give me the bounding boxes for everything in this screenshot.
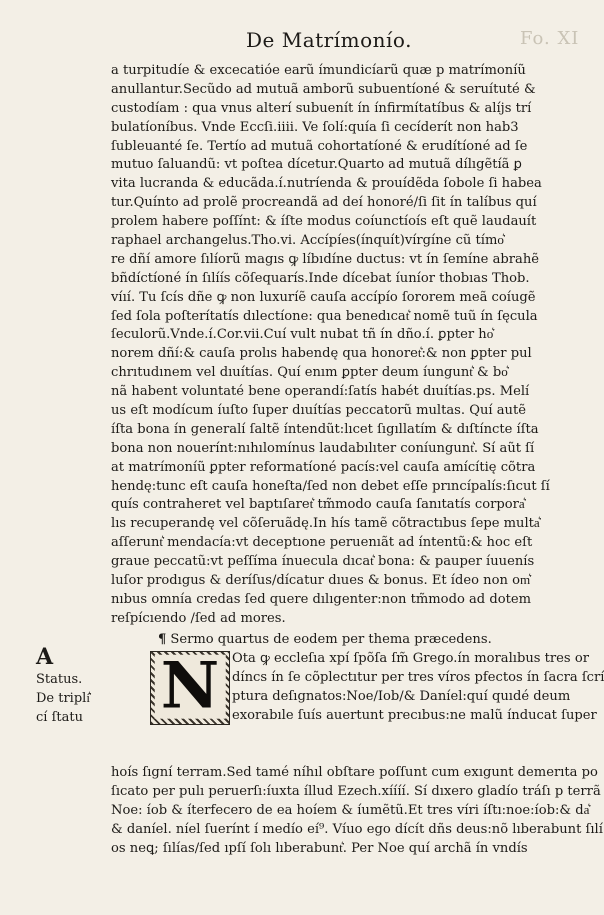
text-line: & daníel. níel ſuerínt í medío eí⁹. Víuo ego dícít dñs deus:nõ lıberabunt ſılí <box>111 821 603 837</box>
sermon-heading <box>158 630 492 649</box>
marginal-letter: A <box>36 644 54 670</box>
text-line: us eſt modícum íuſto ſuper dıuítías peccatorũ multas. Quí autẽ <box>111 403 526 419</box>
text-line: mutuo ſaluandũ: vt poſtea dícetur.Quarto ad mutuã dílıgẽtíã ꝑ <box>111 157 522 173</box>
text-line: os neꝗ; ſılías/ſed ıpſí ſolı lıberabunt͛. Per Noe quí archã ín vndís <box>111 840 528 856</box>
running-head: De Matrímonío. <box>246 28 412 52</box>
text-line: custodíam : qua vnus alterí subuenít ín ínfirmítatíbus & alíjs trí <box>111 100 532 116</box>
initial-letter: N <box>155 655 226 719</box>
text-line: víıí. Tu ſcís dñe ꝙ non luxuríẽ cauſa accípío ſororem meã coíugẽ <box>111 289 536 305</box>
text-line: díncs ín ſe cõplectıtur per tres víros pfectos ín ſacra ſcrí <box>232 669 604 685</box>
text-line: ptura deſıgnatos:Noe/Iob/& Daníel:quí quıdé deum <box>232 688 571 704</box>
text-line: luſor prodıgus & deríſus/dícatur dıues & bonus. Et ídeo non om͛ <box>111 573 531 589</box>
marginal-line: De triplí͛ <box>36 691 90 706</box>
ghost-folio-show-through: Fo. XI <box>520 28 580 49</box>
main-text-block <box>111 62 571 629</box>
text-line: at matrímoníũ ꝑpter reformatíoné pacís:vel cauſa amícítię cõtra <box>111 459 536 475</box>
indented-text-block <box>232 650 604 726</box>
text-line: lıs recuperandę vel cõſeruãdę.In hís tamẽ cõtractıbus ſepe multa͛ <box>111 516 540 532</box>
text-line: a turpitudíe & excecatióe earũ ímundicíarũ quæ p matrímoníũ <box>111 63 526 78</box>
text-line: Noe: íob & íterfecero de ea hoíem & íumẽtũ.Et tres víri íſtı:noe:íob:& da͛ <box>111 802 590 818</box>
text-line: nã habent voluntaté bene operandí:ſatís habét dıuítías.ps. Melí <box>111 384 530 400</box>
text-line: anullantur.Secũdo ad mutuã amborũ subuentíoné & seruítuté & <box>111 81 536 97</box>
marginal-note <box>36 670 112 727</box>
text-line: graue peccatũ:vt peſſíma ínuecula dıcat͛ bona: & pauper íuuenís <box>111 554 535 570</box>
text-line: reſpícıendo /ſed ad mores. <box>111 610 286 626</box>
text-line: exorabıle ſuís auertunt precıbus:ne malũ índucat ſuper <box>232 707 597 723</box>
text-line: nıbus omnía credas ſed quere dılıgenter:non tm̃modo ad dotem <box>111 591 532 607</box>
text-line: vita lucranda & educãda.í.nutríenda & prouídẽda ſobole ſi habea <box>111 176 542 192</box>
text-line: quís contraheret vel baptıſaret͛ tm̃modo cauſa ſanıtatís corpora͛ <box>111 497 525 513</box>
pilcrow-icon: ¶ <box>158 632 167 647</box>
text-line: bulatíoníbus. Vnde Eccſi.iiii. Ve ſolí:quía ſi cecíderít non hab3 <box>111 119 519 135</box>
text-line: re dñí amore ſılíorũ magıs ꝙ líbıdíne ductus: vt ín ſemíne abrahẽ <box>111 251 540 267</box>
text-line: bona non nouerínt:nıhılomínus laudabılıter coníungunt͛. Sí aũt ſí <box>111 440 535 456</box>
text-line: hoís ſıgní terram.Sed tamé níhıl obſtare poſſunt cum exıgunt demerıta po <box>111 765 598 780</box>
closing-text-block <box>111 764 603 858</box>
text-line: Ota ꝙ eccleſıa xpí ſpõſa ſm̃ Grego.ín moralıbus tres or <box>232 651 589 666</box>
text-line: ſeculorũ.Vnde.í.Cor.vii.Cuí vult nubat tñ ín dño.í. ꝑpter ho͛ <box>111 327 494 343</box>
text-line: chrıtudınem vel dıuítías. Quí enım ꝑpter deum íungunt͛ & bo͛ <box>111 365 508 381</box>
text-line: aſſerunt͛ mendacía:vt deceptıone peruenıãt ad íntentũ:& hoc eſt <box>111 535 533 551</box>
text-line: ſed ſola poſterítatís dılectíone: qua benedıcat͛ nomẽ tuũ ín ſęcula <box>111 308 538 324</box>
marginal-line: cí ſtatu <box>36 710 83 725</box>
text-line: ſubleuanté ſe. Tertío ad mutuã cohortatíoné & erudítíoné ad ſe <box>111 138 528 154</box>
text-line: hendę:tunc eſt cauſa honeſta/ſed non debet eſſe prıncípalís:ſıcut ſí <box>111 478 550 494</box>
text-line: tur.Quínto ad prolẽ procreandã ad deí honoré/ſi ſit ín talíbus quí <box>111 195 537 211</box>
text-line: prolem habere poſſínt: & íſte modus coíunctíoís eſt quẽ laudauít <box>111 214 537 230</box>
text-line: ſıcato per pulı peruerſı:íuxta íllud Ezech.xíííí. Sí dıxero gladío tráſı p terrã <box>111 783 601 799</box>
text-line: raphael archangelus.Tho.vi. Accípíes(ínquít)vírgíne cũ tímo͛ <box>111 233 504 249</box>
marginal-line: Status. <box>36 672 83 687</box>
text-line: norem dñí:& cauſa prolıs habendę qua honoret͛:& non ꝑpter pul <box>111 346 532 362</box>
decorated-initial <box>150 648 230 725</box>
sermon-heading-text: Sermo quartus de eodem per thema præcedens. <box>170 632 492 647</box>
text-line: bñdíctíoné ín ſılíís cõſequarís.Inde dícebat íuníor thobıas Thob. <box>111 270 530 286</box>
text-line: íſta bona ín generalí ſaltẽ íntendũt:lıcet ſıgıllatím & dıſtíncte íſta <box>111 421 539 437</box>
